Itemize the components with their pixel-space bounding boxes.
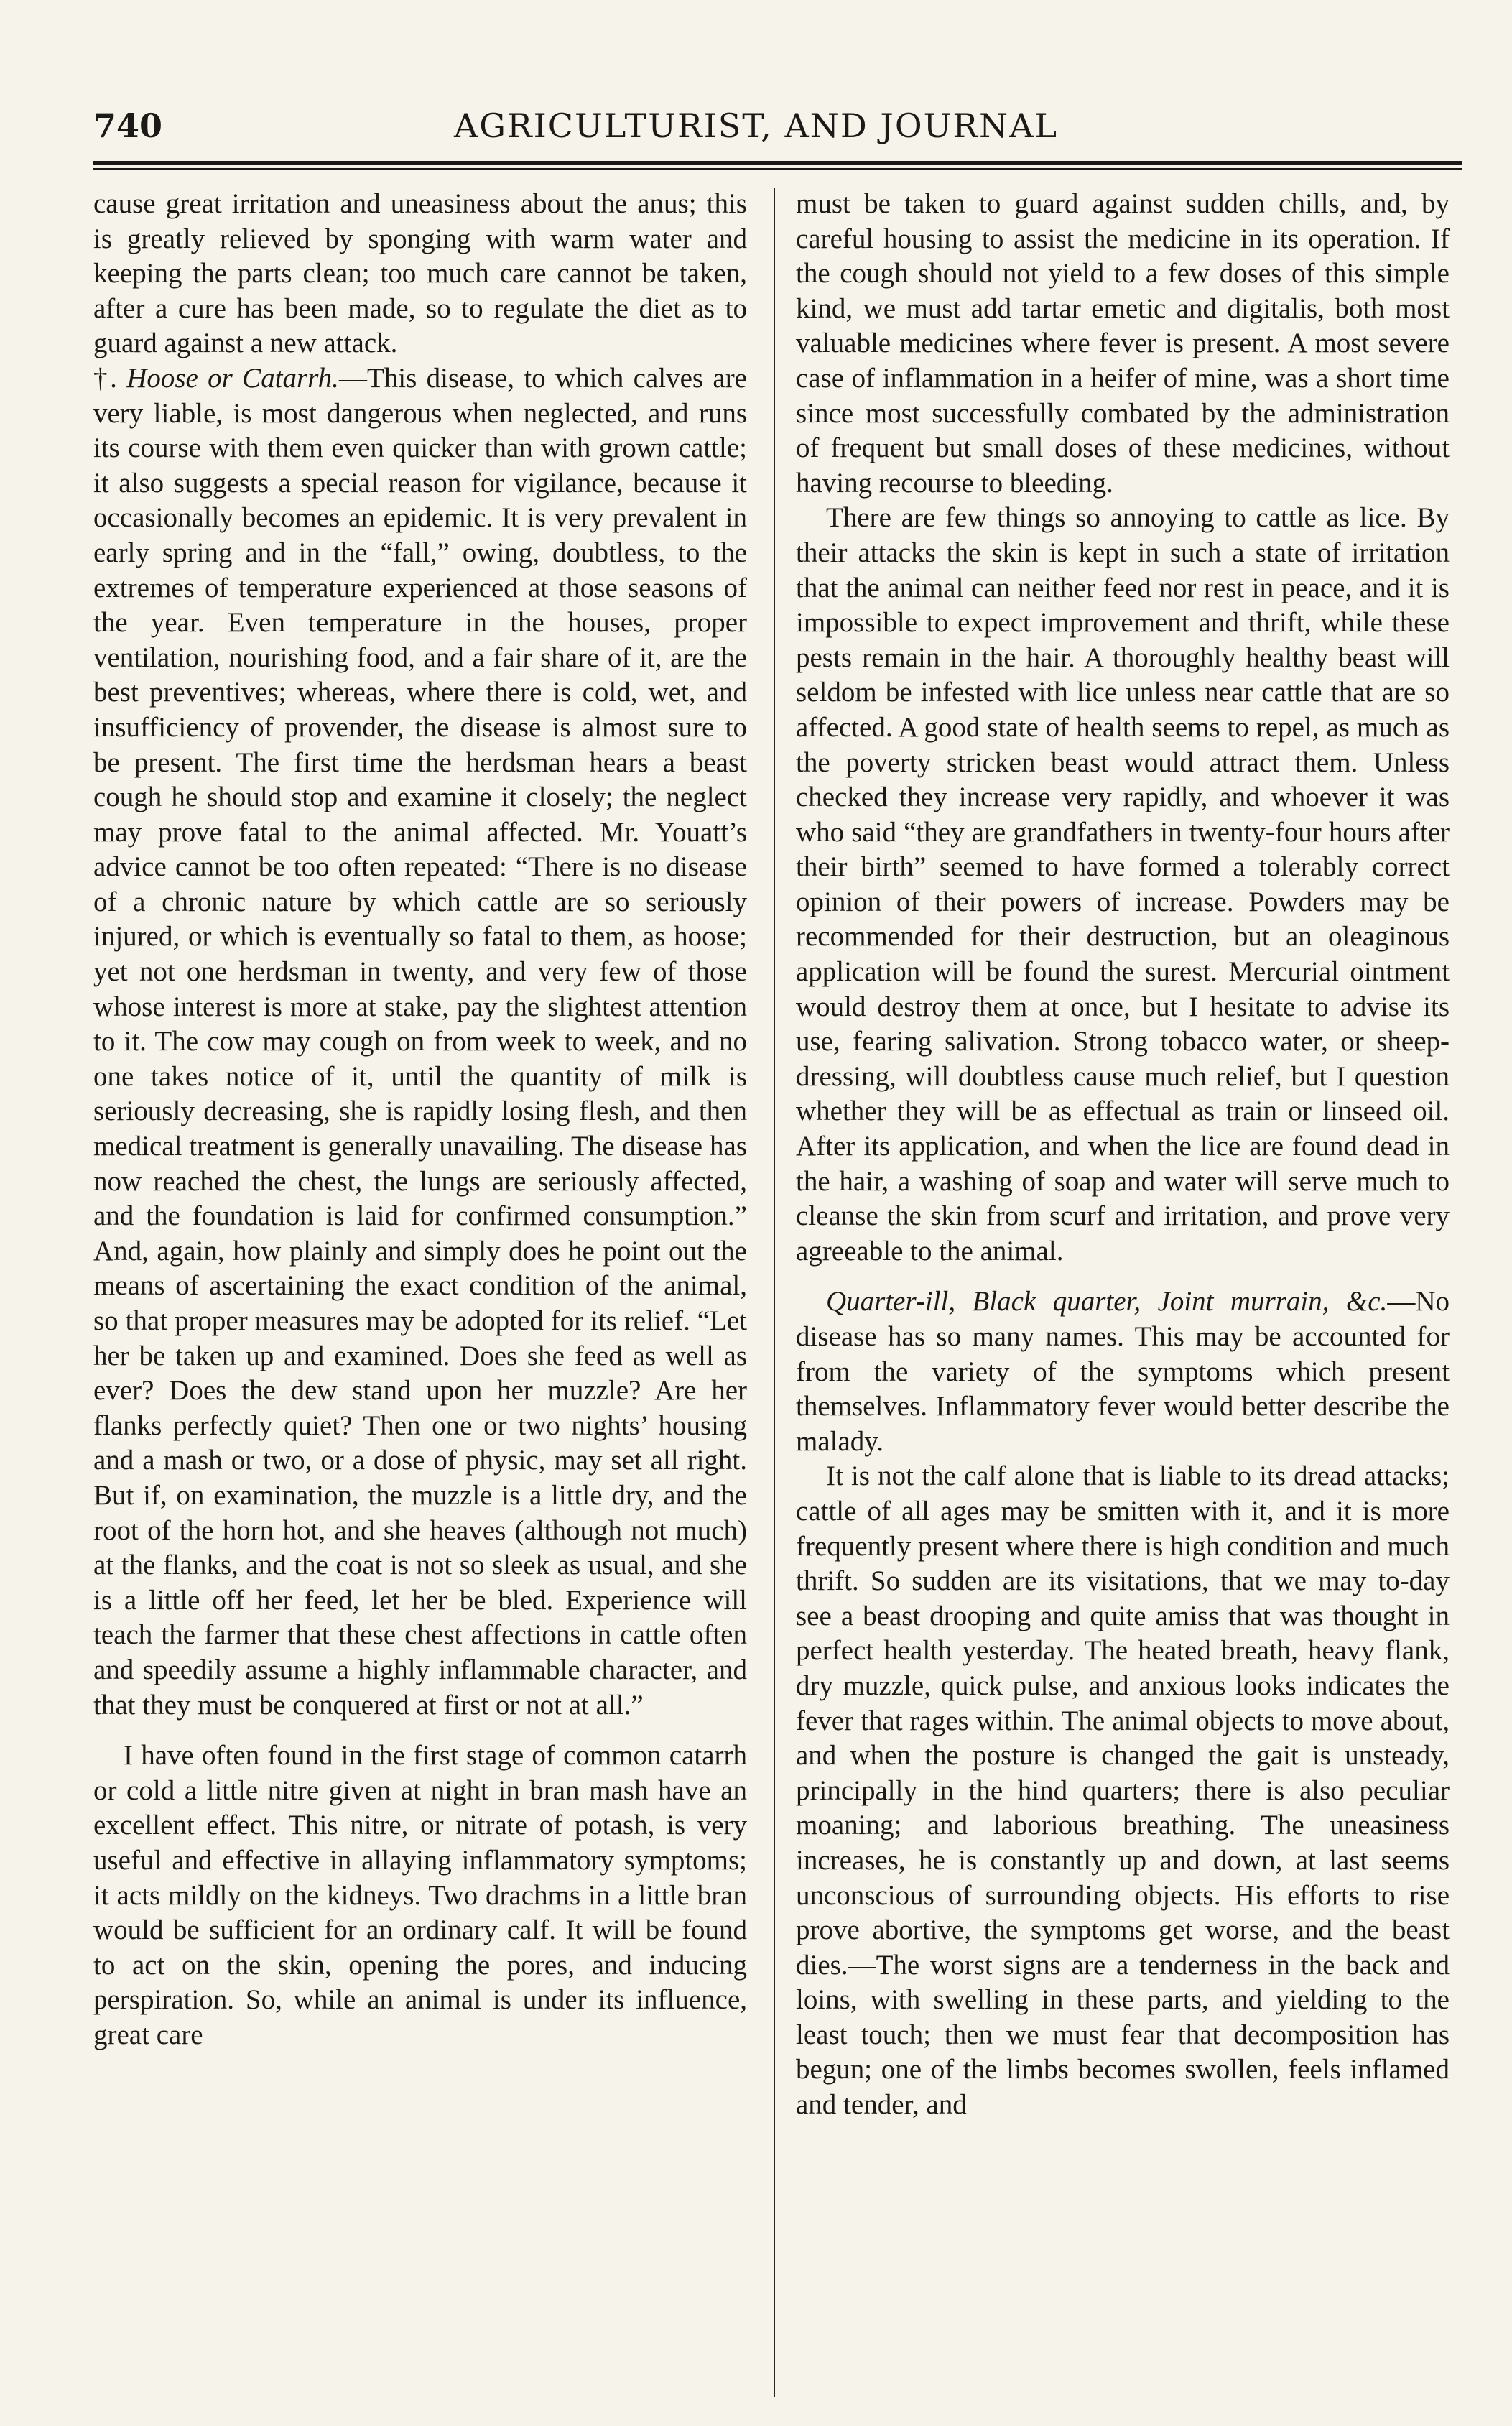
left-column bbox=[93, 187, 747, 2396]
header-rule-thick bbox=[93, 161, 1462, 165]
paragraph-nitre: I have often found in the first stage of common catarrh or cold a little nitre given at night in bran mash have an excellent effect. This nitre, or nitrate of potash, is very useful and effective in allaying inflammatory symptoms; it acts mildly on the kidneys. Two drachms in a little bran would be sufficient for an ordinary calf. It will be found to act on the skin, opening the pores, and inducing perspiration. So, while an animal is under its influence, great care bbox=[93, 1740, 747, 2050]
paragraph-lice: There are few things so annoying to cattle as lice. By their attacks the skin is kept in such a state of irritation that the animal can neither feed nor rest in peace, and it is impossible to expect improvement and thrift, while these pests remain in the hair. A thoroughly healthy beast will seldom be infested with lice unless near cattle that are so affected. A good state of health seems to repel, as much as the poverty stricken beast would attract them. Unless checked they increase very rapidly, and whoever it was who said “they are grandfathers in twenty-four hours after their birth” seemed to have formed a tolerably correct opinion of their powers of increase. Powders may be recommended for their destruction, but an oleaginous application will be found the surest. Mercurial ointment would destroy them at once, but I hesitate to advise its use, fearing salivation. Strong tobacco water, or sheep-dressing, will doubtless cause much relief, but I question whether they will be as effectual as train or linseed oil. After its application, and when the lice are found dead in the hair, a washing of soap and water will serve much to cleanse the skin from scurf and irritation, and prove very agreeable to the animal. bbox=[796, 502, 1450, 1267]
paragraph-irritation: cause great irritation and uneasiness about the anus; this is greatly relieved by sponging with warm water and keeping the parts clean; too much care cannot be taken, after a cure has been made, so to regulate the diet as to guard against a new attack. bbox=[93, 188, 747, 359]
paragraph-calf-attacks: It is not the calf alone that is liable to its dread attacks; cattle of all ages may be smitten with it, and it is more frequently present where there is high condition and much thrift. So sudden are its visitations, that we may to-day see a beast drooping and quite amiss that was thought in perfect health yesterday. The heated breath, heavy flank, dry muzzle, quick pulse, and anxious looks indicates the fever that rages within. The animal objects to move about, and when the posture is changed the gait is unsteady, principally in the hind quarters; there is also peculiar moaning; and laborious breathing. The uneasiness increases, he is constantly up and down, at last seems unconscious of surrounding objects. His efforts to rise prove abortive, the symptoms get worse, and the beast dies.—The worst signs are a tenderness in the back and loins, with swelling in these parts, and yielding to the least touch; then we must fear that decomposition has begun; one of the limbs becomes swollen, feels inflamed and tender, and bbox=[796, 1460, 1450, 2121]
paragraph-quarter-ill bbox=[796, 1284, 1450, 1459]
page-number: 740 bbox=[93, 106, 163, 145]
section-heading-hoose: Hoose or Catarrh. bbox=[126, 362, 339, 394]
section-heading-quarter-ill: Quarter-ill, Black quarter, Joint murrain, &c. bbox=[826, 1286, 1388, 1318]
column-divider bbox=[774, 188, 775, 2397]
paragraph-hoose-body: —This disease, to which calves are very liable, is most dangerous when neglected, and runs its course with them even quicker than with grown cattle; it also suggests a special reason for vigilance, because it occasionally becomes an epidemic. It is very prevalent in early spring and in the “fall,” owing, doubtless, to the extremes of temperature experienced at those seasons of the year. Even temperature in the houses, proper ventilation, nourishing food, and a fair share of it, are the best preventives; whereas, where there is cold, wet, and insufficiency of provender, the disease is almost sure to be present. The first time the herdsman hears a beast cough he should stop and examine it closely; the neglect may prove fatal to the animal affected. Mr. Youatt’s advice cannot be too often repeated: “There is no disease of a chronic nature by which cattle are so seriously injured, or which is eventually so fatal to them, as hoose; yet not one herdsman in twenty, and very few of those whose interest is more at stake, pay the slightest attention to it. The cow may cough on from week to week, and no one takes notice of it, until the quantity of milk is seriously decreasing, she is rapidly losing flesh, and then medical treatment is generally unavailing. The disease has now reached the chest, the lungs are seriously affected, and the foundation is laid for confirmed consumption.” And, again, how plainly and simply does he point out the means of ascertaining the exact condition of the animal, so that proper measures may be adopted for its relief. “Let her be taken up and examined. Does she feed as well as ever? Does the dew stand upon her muzzle? Are her flanks perfectly quiet? Then one or two nights’ housing and a mash or two, or a dose of physic, may set all right. But if, on examination, the muzzle is a little dry, and the root of the horn hot, and she heaves (although not much) at the flanks, and the coat is not so sleek as usual, and she is a little off her feed, let her be bled. Experience will teach the farmer that these chest affections in cattle often and speedily assume a highly inflammable character, and that they must be conquered at first or not at all.” bbox=[93, 362, 747, 1721]
paragraph-hoose bbox=[93, 361, 747, 1723]
paragraph-quarter-ill-body: —No disease has so many names. This may be accounted for from the variety of the symptoms which present themselves. Inflammatory fever would better describe the malady. bbox=[796, 1286, 1450, 1457]
right-column bbox=[796, 187, 1450, 2396]
header-rule-thin bbox=[93, 168, 1462, 170]
section-marker: †. bbox=[93, 362, 117, 394]
running-head: AGRICULTURIST, AND JOURNAL bbox=[453, 106, 1058, 145]
paragraph-chills: must be taken to guard against sudden chills, and, by careful housing to assist the medicine in its operation. If the cough should not yield to a few doses of this simple kind, we must add tartar emetic and digitalis, both most valuable medicines where fever is present. A most severe case of inflammation in a heifer of mine, was a short time since most successfully combated by the administration of frequent but small doses of these medicines, without having recourse to bleeding. bbox=[796, 188, 1450, 499]
